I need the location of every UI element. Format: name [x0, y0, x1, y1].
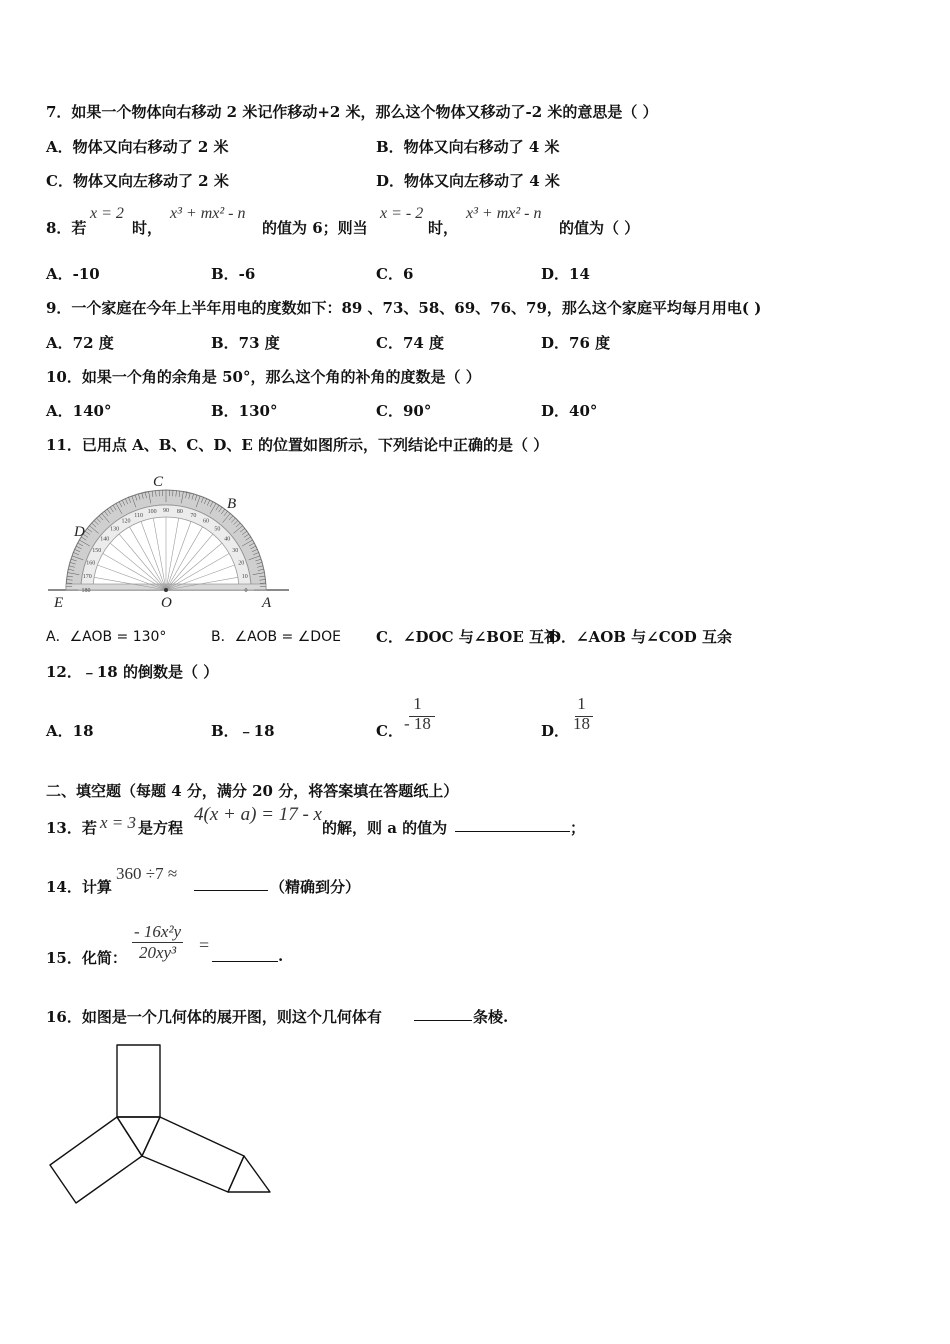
q8-option-b[interactable]: B．-6	[211, 265, 256, 283]
protractor-scale-number: 140	[100, 536, 110, 543]
q7-option-a[interactable]: A．物体又向右移动了 2 米	[46, 138, 229, 156]
protractor-scale-number: 60	[203, 518, 209, 525]
q12-option-b[interactable]: B．﹣18	[211, 722, 275, 740]
q12-option-a[interactable]: A．18	[46, 722, 94, 740]
section-2-title: 二、填空题（每题 4 分，满分 20 分，将答案填在答题纸上）	[46, 782, 459, 800]
q12-c-denominator: - 18	[404, 714, 431, 733]
q9-option-c[interactable]: C．74 度	[376, 334, 445, 352]
q9-option-a[interactable]: A．72 度	[46, 334, 114, 352]
q7-option-d[interactable]: D．物体又向左移动了 4 米	[376, 172, 560, 190]
point-label-a: A	[262, 595, 272, 611]
net-rectangle-left	[50, 1117, 142, 1203]
q14-expression: 360 ÷7 ≈	[116, 864, 178, 883]
q16-answer-blank[interactable]	[414, 1006, 472, 1025]
q9-option-b[interactable]: B．73 度	[211, 334, 280, 352]
q9-option-d[interactable]: D．76 度	[541, 334, 611, 352]
q12-option-c[interactable]: C．	[376, 722, 403, 740]
protractor-scale-number: 100	[147, 509, 157, 516]
protractor-scale-number: 20	[238, 560, 245, 567]
q12-d-numerator: 1	[577, 694, 586, 713]
q11-option-b-text: B．∠AOB = ∠DOE	[211, 629, 341, 645]
protractor-scale-number: 160	[86, 560, 96, 567]
q7-option-b[interactable]: B．物体又向右移动了 4 米	[376, 138, 560, 156]
q8-text-3: 时，	[428, 219, 459, 237]
q8-condition-1: x = 2	[90, 205, 124, 222]
protractor-scale-number: 10	[241, 574, 248, 581]
q13-equation: 4(x + a) = 17 - x	[194, 804, 322, 825]
protractor-scale-number: 90	[163, 508, 169, 514]
q11-option-a-text: A．∠AOB = 130°	[46, 629, 167, 645]
q11-option-d[interactable]: D．∠AOB 与∠COD 互余	[548, 628, 732, 646]
q15-fraction	[132, 922, 183, 963]
q7-stem: 7．如果一个物体向右移动 2 米记作移动+2 米，那么这个物体又移动了-2 米的意思是（ ）	[46, 103, 658, 121]
q16-prefix: 16．如图是一个几何体的展开图，则这个几何体有	[46, 1008, 382, 1026]
protractor-scale-number: 50	[214, 526, 221, 533]
q8-text-4: 的值为（ ）	[559, 219, 640, 237]
protractor-scale-number: 70	[190, 512, 197, 519]
point-label-e: E	[54, 595, 64, 611]
q8-text-1: 时，	[132, 219, 163, 237]
q10-option-b[interactable]: B．130°	[211, 402, 278, 420]
q15-equals: =	[199, 935, 210, 955]
q14-answer-blank[interactable]	[194, 876, 268, 895]
protractor-scale-number: 110	[134, 512, 143, 519]
q10-option-a[interactable]: A．140°	[46, 402, 112, 420]
q11-option-c[interactable]: C．∠DOC 与∠BOE 互补	[376, 628, 559, 646]
protractor-scale-number: 180	[81, 588, 91, 594]
q8-condition-2: x = - 2	[380, 205, 424, 222]
q8-expression-1: x³ + mx² - n	[170, 205, 246, 222]
q15-denominator: 20xy³	[138, 943, 177, 962]
q9-stem: 9．一个家庭在今年上半年用电的度数如下：89 、73、58、69、76、79，那么这个家庭平均每月用电( )	[46, 299, 762, 317]
q15-numerator: - 16x²y	[134, 922, 182, 941]
q8-option-c[interactable]: C．6	[376, 265, 414, 283]
protractor-scale-number: 150	[92, 548, 102, 554]
q13-mid: 是方程	[138, 819, 184, 837]
q14-suffix: （精确到分）	[270, 878, 361, 896]
protractor-scale-number: 170	[82, 574, 92, 581]
q12-option-d-fraction	[573, 694, 590, 734]
q15-answer-blank[interactable]	[212, 947, 278, 966]
q11-option-b[interactable]	[211, 626, 341, 646]
q12-stem: 12．﹣18 的倒数是（ ）	[46, 663, 219, 681]
q13-condition: x = 3	[100, 813, 137, 832]
point-label-b: B	[227, 496, 237, 512]
point-label-o: O	[161, 595, 172, 611]
q7-option-c[interactable]: C．物体又向左移动了 2 米	[46, 172, 229, 190]
q8-expression-2: x³ + mx² - n	[466, 205, 542, 222]
q10-option-d[interactable]: D．40°	[541, 402, 598, 420]
q13-prefix: 13．若	[46, 819, 97, 837]
net-rectangle-top	[117, 1045, 160, 1117]
q16-suffix: 条棱.	[473, 1008, 509, 1026]
point-label-d: D	[74, 524, 85, 540]
q12-d-denominator: 18	[573, 714, 590, 733]
q11-stem: 11．已用点 A、B、C、D、E 的位置如图所示，下列结论中正确的是（ ）	[46, 436, 549, 454]
q13-answer-blank[interactable]	[455, 817, 570, 836]
q8-option-d[interactable]: D．14	[541, 265, 590, 283]
q15-end: .	[278, 947, 284, 965]
q12-option-c-fraction	[404, 694, 431, 734]
protractor-scale-number: 40	[224, 536, 231, 543]
prism-net-figure	[40, 1035, 290, 1215]
q15-prefix: 15．化简：	[46, 949, 127, 967]
protractor-scale-number: 80	[176, 509, 183, 516]
protractor-figure	[44, 470, 294, 615]
q11-option-a[interactable]	[46, 626, 166, 646]
protractor-scale-number: 120	[121, 518, 131, 525]
q13-end: ；	[570, 819, 586, 837]
net-triangle-end	[228, 1156, 270, 1192]
q14-prefix: 14．计算	[46, 878, 112, 896]
q10-option-c[interactable]: C．90°	[376, 402, 432, 420]
protractor-scale-number: 130	[110, 526, 120, 533]
q8-prefix: 8．若	[46, 219, 87, 237]
net-rectangle-right	[142, 1117, 244, 1192]
q10-stem: 10．如果一个角的余角是 50°，那么这个角的补角的度数是（ ）	[46, 368, 481, 386]
q13-suffix: 的解，则 a 的值为	[322, 819, 448, 837]
protractor-scale-number: 0	[244, 588, 248, 594]
q8-text-2: 的值为 6；则当	[262, 219, 368, 237]
q12-c-numerator: 1	[413, 694, 422, 713]
point-label-c: C	[153, 474, 164, 490]
protractor-scale-number: 30	[232, 548, 239, 554]
q8-option-a[interactable]: A．-10	[46, 265, 100, 283]
q12-option-d[interactable]: D．	[541, 722, 570, 740]
